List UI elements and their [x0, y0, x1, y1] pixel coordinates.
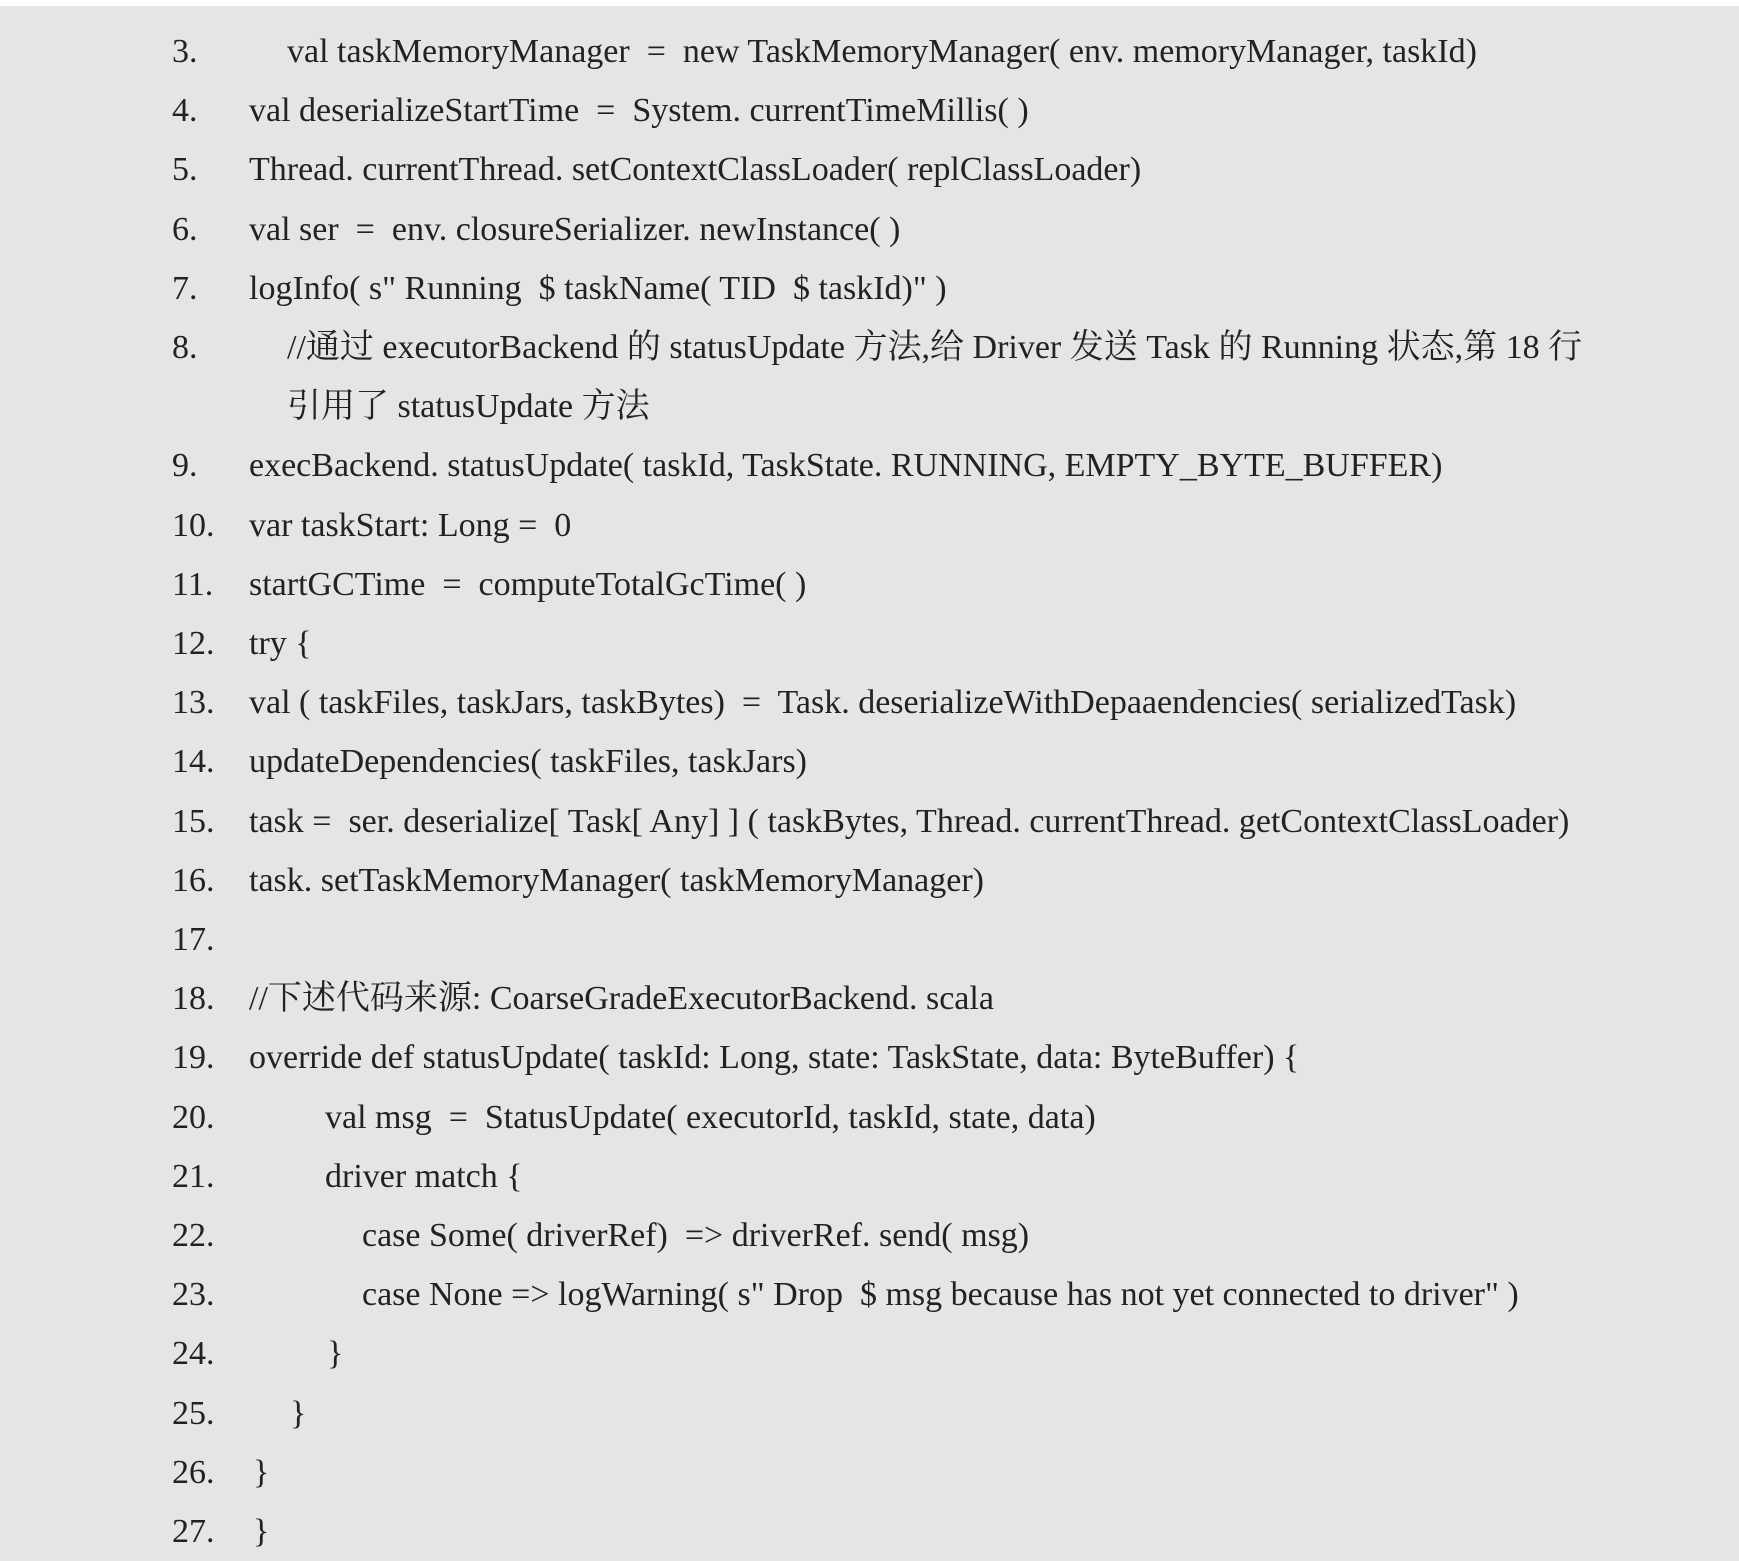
code-text: case Some( driverRef) => driverRef. send( msg): [362, 1217, 1030, 1254]
line-number: 10.: [172, 507, 215, 544]
line-number: 21.: [172, 1158, 215, 1195]
code-line: [0, 1028, 1739, 1088]
line-number: 25.: [172, 1395, 215, 1432]
code-line: [0, 614, 1739, 674]
line-number: 24.: [172, 1335, 215, 1372]
code-line: [0, 1265, 1739, 1325]
line-number: 9.: [172, 447, 198, 484]
line-number: 19.: [172, 1039, 215, 1076]
line-number: 4.: [172, 92, 198, 129]
line-number: 6.: [172, 211, 198, 248]
code-text: var taskStart: Long = 0: [249, 507, 572, 544]
line-number: 5.: [172, 151, 198, 188]
line-number: 16.: [172, 862, 215, 899]
code-text: updateDependencies( taskFiles, taskJars): [249, 743, 807, 780]
code-line: [0, 732, 1739, 792]
line-number: 7.: [172, 270, 198, 307]
code-line: [0, 851, 1739, 911]
code-line: [0, 81, 1739, 141]
code-line: [0, 1502, 1739, 1561]
line-number: 15.: [172, 803, 215, 840]
line-number: 12.: [172, 625, 215, 662]
code-line: [0, 496, 1739, 556]
code-text: val deserializeStartTime = System. currentTimeMillis( ): [249, 92, 1029, 129]
closing-brace: }: [253, 1454, 270, 1491]
code-line: [0, 910, 1739, 970]
comment-text: //通过 executorBackend 的 statusUpdate 方法,给 Driver 发送 Task 的 Running 状态,第 18 行: [287, 329, 1583, 366]
code-text: execBackend. statusUpdate( taskId, TaskState. RUNNING, EMPTY_BYTE_BUFFER): [249, 447, 1443, 484]
code-line: [0, 1088, 1739, 1148]
line-number: 27.: [172, 1513, 215, 1550]
line-number: 8.: [172, 329, 198, 366]
comment-text: //下述代码来源: CoarseGradeExecutorBackend. scala: [249, 980, 994, 1017]
closing-brace: }: [290, 1395, 307, 1432]
line-number: 11.: [172, 566, 214, 603]
code-line: [0, 318, 1739, 378]
code-text: val ( taskFiles, taskJars, taskBytes) = Task. deserializeWithDepaaendencies( serializedTask): [249, 684, 1517, 721]
code-text: task. setTaskMemoryManager( taskMemoryManager): [249, 862, 985, 899]
line-number: 23.: [172, 1276, 215, 1313]
line-number: 3.: [172, 33, 198, 70]
code-line: [0, 1384, 1739, 1444]
code-text: val msg = StatusUpdate( executorId, taskId, state, data): [325, 1099, 1096, 1136]
code-text: task = ser. deserialize[ Task[ Any] ] ( taskBytes, Thread. currentThread. getContextClassLoader): [249, 803, 1570, 840]
code-line: [0, 555, 1739, 615]
line-number: 18.: [172, 980, 215, 1017]
code-line: [0, 200, 1739, 260]
comment-continuation: 引用了 statusUpdate 方法: [287, 388, 650, 425]
code-text: Thread. currentThread. setContextClassLoader( replClassLoader): [249, 151, 1142, 188]
code-text: val taskMemoryManager = new TaskMemoryManager( env. memoryManager, taskId): [287, 33, 1477, 70]
code-line: [0, 259, 1739, 319]
code-text: override def statusUpdate( taskId: Long, state: TaskState, data: ByteBuffer) {: [249, 1039, 1300, 1076]
code-text: driver match {: [325, 1158, 523, 1195]
line-number: 22.: [172, 1217, 215, 1254]
code-text: startGCTime = computeTotalGcTime( ): [249, 566, 807, 603]
code-line-continuation: [0, 377, 1739, 437]
line-number: 20.: [172, 1099, 215, 1136]
code-line: [0, 969, 1739, 1029]
line-number: 17.: [172, 921, 215, 958]
code-text: case None => logWarning( s" Drop $ msg because has not yet connected to driver" ): [362, 1276, 1519, 1313]
code-line: [0, 22, 1739, 82]
code-text: val ser = env. closureSerializer. newInstance( ): [249, 211, 901, 248]
code-line: [0, 673, 1739, 733]
closing-brace: }: [253, 1513, 270, 1550]
code-line: [0, 1443, 1739, 1503]
code-line: [0, 140, 1739, 200]
code-line: [0, 792, 1739, 852]
code-line: [0, 1324, 1739, 1384]
line-number: 14.: [172, 743, 215, 780]
code-line: [0, 1206, 1739, 1266]
code-line: [0, 436, 1739, 496]
code-listing: [0, 6, 1739, 1561]
code-text: logInfo( s" Running $ taskName( TID $ taskId)" ): [249, 270, 947, 307]
line-number: 26.: [172, 1454, 215, 1491]
code-text: try {: [249, 625, 312, 662]
code-line: [0, 1147, 1739, 1207]
line-number: 13.: [172, 684, 215, 721]
closing-brace: }: [327, 1335, 344, 1372]
